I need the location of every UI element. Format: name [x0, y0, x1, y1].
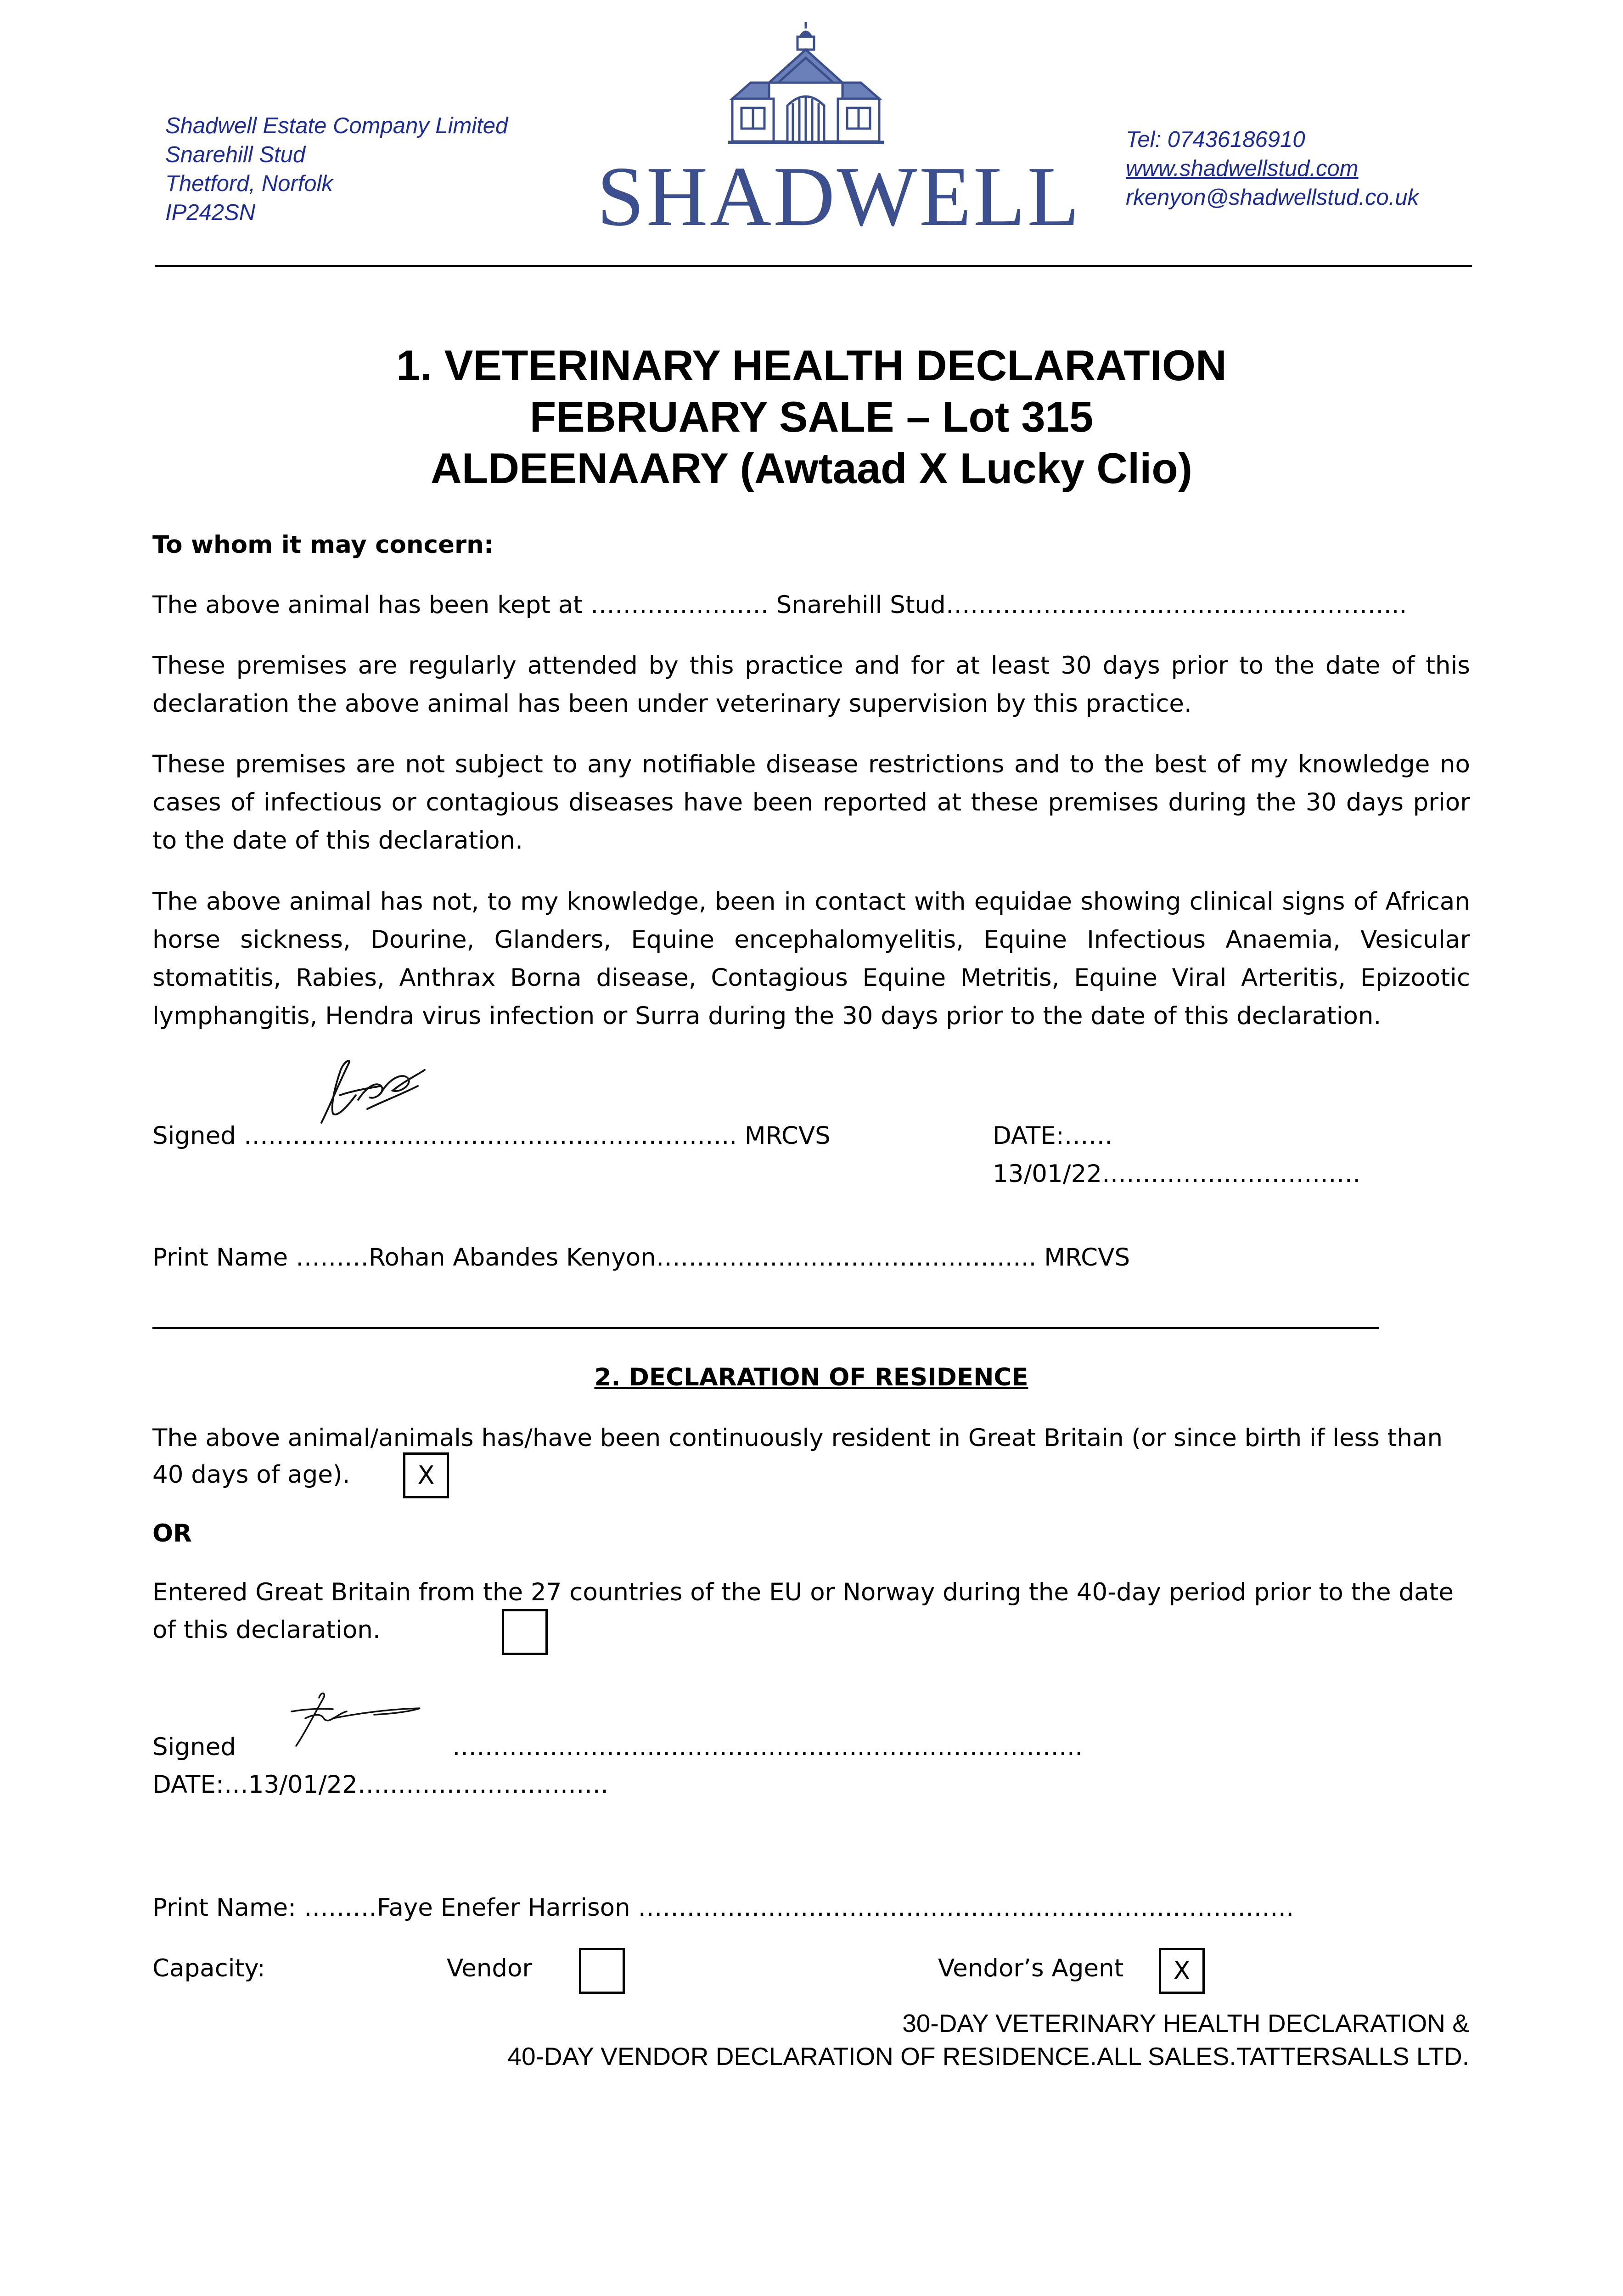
entered-eu-checkbox[interactable] — [502, 1609, 548, 1655]
entered-text-line-1: Entered Great Britain from the 27 countries of the EU or Norway during the 40-day period prior to the date — [152, 1578, 1454, 1606]
capacity-label: Capacity: — [152, 1954, 265, 1982]
vendors-agent-checkbox[interactable]: X — [1159, 1948, 1205, 1994]
disease-restrictions-paragraph: These premises are not subject to any notifiable disease restrictions and to the best of my knowledge no cases of infectious or contagious diseases have been reported at these premises during the 30 days prior to the date of this declaration. — [152, 750, 1470, 855]
website-link[interactable]: www.shadwellstud.com — [1126, 156, 1359, 181]
resident-text-line-1: The above animal/animals has/have been continuously resident in Great Britain (or since birth if less than — [152, 1424, 1443, 1452]
company-address — [165, 112, 647, 227]
vendor-print-name-line: Print Name: ………Faye Enefer Harrison …………………………………………..…………………………. — [152, 1894, 1294, 1922]
horse-name-title: ALDEENAARY (Awtaad X Lucky Clio) — [430, 444, 1193, 492]
section-divider — [152, 1327, 1379, 1329]
vet-print-name-line: Print Name ………Rohan Abandes Kenyon……………………………………….. MRCVS — [152, 1244, 1130, 1272]
resident-checkbox[interactable]: X — [403, 1452, 449, 1498]
or-label: OR — [152, 1519, 192, 1548]
company-postcode: IP242SN — [165, 200, 256, 225]
vendor-signed-label: Signed — [152, 1733, 236, 1761]
kept-at-statement: The above animal has been kept at …………………. Snarehill Stud………………………………………………... — [152, 591, 1407, 619]
residence-heading: 2. DECLARATION OF RESIDENCE — [594, 1363, 1028, 1391]
logo-wordmark: SHADWELL — [597, 149, 1081, 244]
contact-diseases-paragraph: The above animal has not, to my knowledge, been in contact with equidae showing clinical signs of African horse sickness, Dourine, Glanders, Equine encephalomyelitis, Equine Infectious Anaemia, Vesicular stomatitis, Rabies, Anthrax Borna disease, Contagious Equine Metritis, Equine Viral Arteritis, Epizootic lymphangitis, Hendra virus infection or Surra during the 30 days prior to the date of this declaration. — [152, 888, 1470, 1030]
vet-signed-line: Signed ………………….…………….………………….. MRCVS — [152, 1122, 831, 1150]
vet-signature — [312, 1049, 432, 1127]
supervision-paragraph: These premises are regularly attended by this practice and for at least 30 days prior to the date of this declaration the above animal has been under veterinary supervision by this practice. — [152, 652, 1470, 718]
header-divider — [155, 265, 1472, 267]
company-address-line: Thetford, Norfolk — [165, 171, 333, 196]
footer-line-2: 40-DAY VENDOR DECLARATION OF RESIDENCE.ALL SALES.TATTERSALLS LTD. — [507, 2042, 1469, 2071]
vendor-label: Vendor — [447, 1954, 533, 1982]
vendor-date-line: DATE:…13/01/22….……………………… — [152, 1771, 609, 1799]
vendor-checkbox[interactable] — [579, 1948, 625, 1994]
vendor-signed-dots: ……………………..…………………….……..………………. — [452, 1733, 1083, 1761]
company-name: Shadwell Estate Company Limited — [165, 113, 508, 138]
footer-line-1: 30-DAY VETERINARY HEALTH DECLARATION & — [902, 2009, 1469, 2037]
entered-text-line-2: of this declaration. — [152, 1616, 381, 1644]
vet-date-line: DATE:……13/01/22……………..…………… — [993, 1122, 1361, 1188]
telephone: Tel: 07436186910 — [1126, 127, 1305, 152]
contact-info — [1126, 125, 1539, 212]
resident-text-line-2: 40 days of age). — [152, 1461, 350, 1489]
shadwell-gatehouse-logo — [714, 18, 898, 147]
sale-lot-title: FEBRUARY SALE – Lot 315 — [529, 393, 1094, 441]
salutation: To whom it may concern: — [152, 531, 494, 559]
email-address[interactable]: rkenyon@shadwellstud.co.uk — [1126, 185, 1419, 210]
document-title: 1. VETERINARY HEALTH DECLARATION — [396, 341, 1227, 389]
company-address-line: Snarehill Stud — [165, 142, 306, 167]
vendors-agent-label: Vendor’s Agent — [938, 1954, 1124, 1982]
